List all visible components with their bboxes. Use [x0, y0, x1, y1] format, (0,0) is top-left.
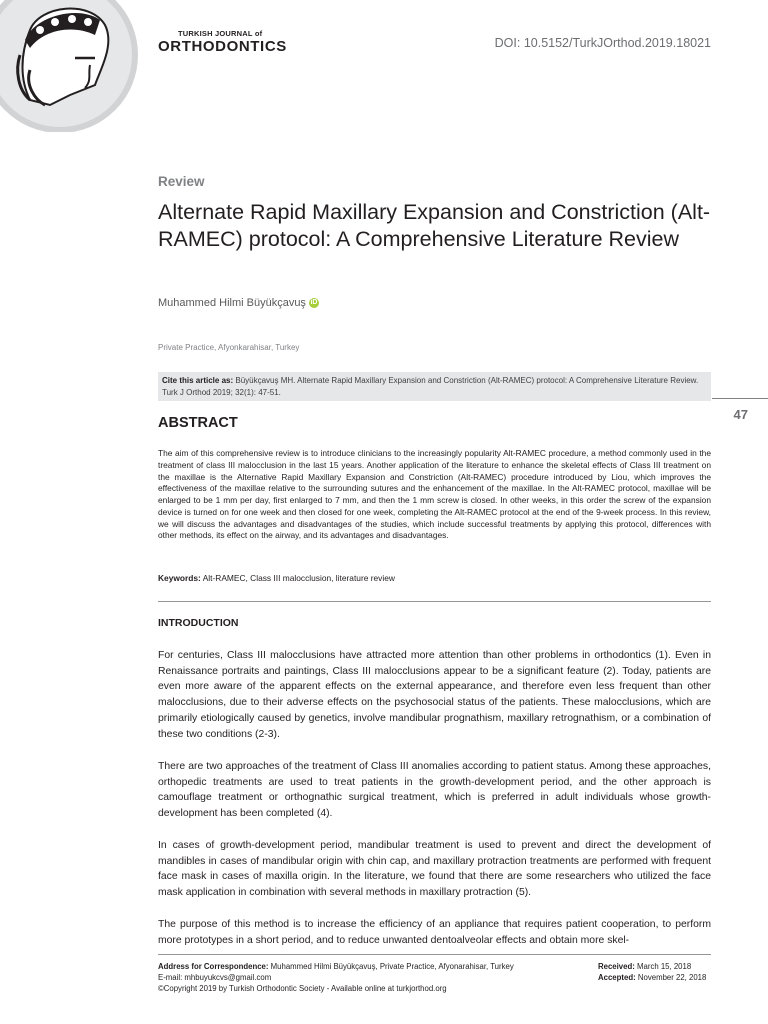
citation-label: Cite this article as:: [162, 376, 234, 385]
keywords-list: Alt-RAMEC, Class III malocclusion, literature review: [202, 573, 395, 583]
footer-divider: [158, 954, 711, 955]
dates-block: [598, 961, 706, 983]
article-type: Review: [158, 174, 205, 189]
author-line: [158, 297, 319, 309]
keywords-label: Keywords:: [158, 573, 201, 583]
introduction-heading: INTRODUCTION: [158, 617, 239, 629]
paragraph: There are two approaches of the treatment of Class III anomalies according to patient status. Among these approaches, orthopedic treatments are used to treat patients in the growth-development period, and the other approach is camouflage treatment or orthognathic surgical treatment, which is preferred in adult individuals whose growth-development has been completed (4).: [158, 761, 711, 820]
journal-name-top: TURKISH JOURNAL of: [178, 29, 263, 38]
citation-box: [158, 372, 711, 401]
paragraph: In cases of growth-development period, mandibular treatment is used to prevent and direct the development of mandibles in cases of mandibular origin with chin cap, and maxillary protraction treatments are performed with frequent face mask in cases of maxilla origin. In the literature, we found that there are some researchers who utilized the face mask application in combination with several methods in maxillary protraction (5).: [158, 840, 711, 899]
copyright: ©Copyright 2019 by Turkish Orthodontic Society - Available online at turkjorthod.org: [158, 984, 447, 993]
keywords: [158, 573, 395, 583]
received-date: March 15, 2018: [637, 962, 692, 971]
orcid-icon[interactable]: iD: [310, 299, 318, 307]
accepted-label: Accepted:: [598, 973, 636, 982]
correspondence-address: Muhammed Hilmi Büyükçavuş, Private Practice, Afyonarahisar, Turkey: [270, 962, 514, 971]
page-number: 47: [733, 407, 748, 422]
doi-link[interactable]: DOI: 10.5152/TurkJOrthod.2019.18021: [494, 36, 711, 50]
page-number-divider: [712, 398, 768, 399]
affiliation: Private Practice, Afyonkarahisar, Turkey: [158, 343, 300, 352]
correspondence-block: [158, 961, 514, 994]
correspondence-label: Address for Correspondence:: [158, 962, 269, 971]
accepted-date: November 22, 2018: [637, 973, 707, 982]
journal-name: ORTHODONTICS: [158, 38, 287, 55]
citation-text: Büyükçavuş MH. Alternate Rapid Maxillary Expansion and Constriction (Alt-RAMEC) protocol: A Comprehensive Literature Review. Turk J Orthod 2019; 32(1): 47-51.: [162, 376, 699, 397]
journal-logo-coin-icon: [0, 0, 140, 132]
abstract-heading: ABSTRACT: [158, 415, 238, 431]
author-name[interactable]: Muhammed Hilmi Büyükçavuş: [158, 297, 306, 309]
paragraph: The purpose of this method is to increase the efficiency of an appliance that requires patient cooperation, to perform more prototypes in a short period, and to reduce unwanted dentoalveolar effects and obtain more skel-: [158, 919, 711, 946]
email[interactable]: E-mail: mhbuyukcvs@gmail.com: [158, 973, 272, 982]
abstract-text: The aim of this comprehensive review is to introduce clinicians to the increasingly popularity Alt-RAMEC procedure, a method commonly used in the treatment of class III malocclusion in the last 15 years. Another application of the literature to enhance the skeletal effects of Class III treatment on the maxillae is the Alternative Rapid Maxillary Expansion and Constriction (Alt-RAMEC) procedure introduced by Liou, which improves the effectiveness of the maxillae relative to the surrounding sutures and the enhancement of the maxillae. In the Alt-RAMEC protocol, maxillae will be enlarged to be 1 mm per day, first enlarged to 7 mm, and then the 1 mm screw is closed. In other weeks, in this order the screw of the expansion device is turned on for one week and then closed for one week, completing the Alt-RAMEC protocol at the end of the 9-week process. In this review, we will discuss the advantages and disadvantages of the studies, which include successful treatments by applying this protocol, differences with other methods, its effect on the airway, and its advantages and disadvantages.: [158, 448, 711, 541]
paragraph: For centuries, Class III malocclusions have attracted more attention than other problems in orthodontics (1). Even in Renaissance portraits and paintings, Class III malocclusions appear to be a significant feature (2). Today, patients are even more aware of the apparent effects on the external appearance, and therefore even less frequent than other malocclusions, due to their adverse effects on the psychosocial status of the patients. These malocclusions, which are primarily etiologically caused by genetics, involve mandibular prognathism, maxillary retrognathism, or a combination of these two conditions (2-3).: [158, 650, 711, 740]
section-divider: [158, 601, 711, 602]
article-title: Alternate Rapid Maxillary Expansion and Constriction (Alt-RAMEC) protocol: A Comprehensive Literature Review: [158, 200, 711, 251]
received-label: Received:: [598, 962, 635, 971]
